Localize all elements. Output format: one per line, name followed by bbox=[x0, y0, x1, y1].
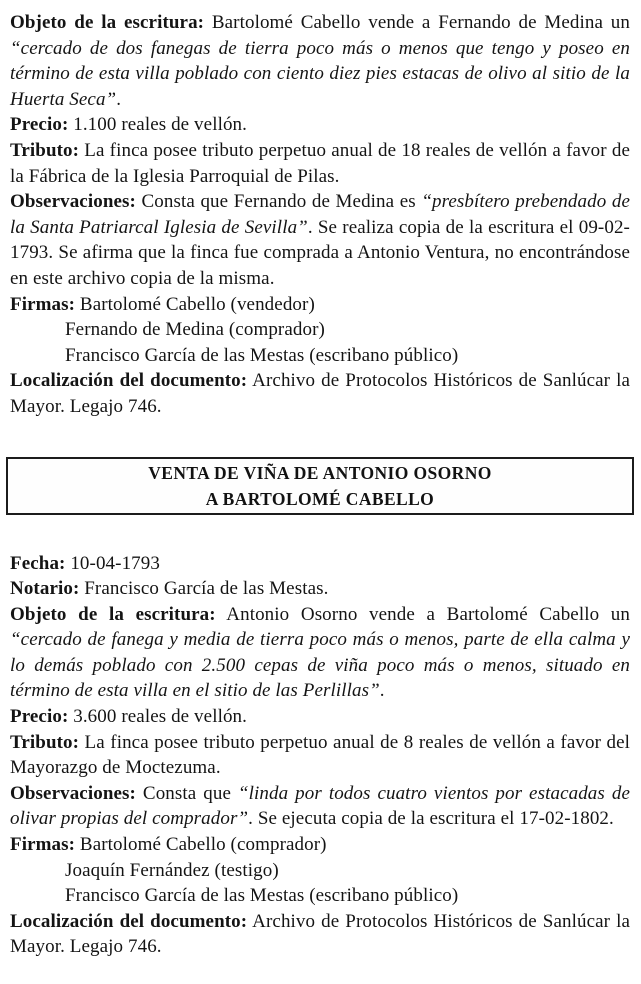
field-text: . Se ejecuta copia de la escritura el 17-02-1802. bbox=[248, 808, 614, 830]
field-tributo bbox=[10, 138, 630, 189]
field-localizacion bbox=[10, 368, 630, 419]
signature-buyer: Bartolomé Cabello (comprador) bbox=[75, 834, 327, 856]
field-label: Observaciones: bbox=[10, 191, 136, 213]
entry-osorno-to-cabello bbox=[10, 551, 630, 961]
field-text: . Se realiza copia de la escritura el 09-02-1793. Se afirma que la finca fue comprada a Antonio Ventura, no encontrándose en este archivo copia de la misma. bbox=[10, 216, 630, 289]
field-label: Tributo: bbox=[10, 139, 80, 161]
field-observaciones bbox=[10, 189, 630, 291]
field-label: Firmas: bbox=[10, 834, 76, 856]
field-localizacion bbox=[10, 909, 630, 960]
signature-notary bbox=[10, 343, 630, 369]
field-objeto-escritura bbox=[10, 10, 630, 112]
quoted-deed-text: “linda por todos cuatro vientos por estacadas de olivar propias del comprador” bbox=[10, 782, 630, 830]
signature-notary bbox=[10, 883, 630, 909]
field-text: Antonio Osorno vende a Bartolomé Cabello un bbox=[215, 603, 631, 625]
field-label: Objeto de la escritura: bbox=[10, 12, 205, 33]
section-title-line-1: VENTA DE VIÑA DE ANTONIO OSORNO bbox=[148, 462, 492, 483]
entry-cabello-to-medina bbox=[10, 10, 630, 420]
field-text: . bbox=[379, 680, 385, 702]
signature-text: Francisco García de las Mestas (escribano público) bbox=[65, 885, 459, 907]
field-text: Archivo de Protocolos Históricos de Sanlúcar la Mayor. Legajo 746. bbox=[10, 370, 630, 417]
field-text: Bartolomé Cabello vende a Fernando de Medina un bbox=[204, 12, 630, 33]
field-label: Localización del documento: bbox=[10, 370, 248, 392]
field-text: 3.600 reales de vellón. bbox=[68, 706, 247, 728]
field-firmas bbox=[10, 832, 630, 858]
section-title-box bbox=[6, 457, 634, 515]
field-observaciones bbox=[10, 781, 630, 832]
field-text: Consta que Fernando de Medina es bbox=[135, 191, 422, 213]
signature-text: Fernando de Medina (comprador) bbox=[65, 319, 325, 341]
field-text: Consta que bbox=[135, 782, 238, 804]
field-objeto-escritura bbox=[10, 602, 630, 704]
field-label: Localización del documento: bbox=[10, 910, 248, 932]
field-label: Precio: bbox=[10, 706, 69, 728]
signature-text: Francisco García de las Mestas (escribano público) bbox=[65, 344, 459, 366]
section-title-line-2: A BARTOLOMÉ CABELLO bbox=[205, 488, 435, 509]
quoted-deed-text: “presbítero prebendado de la Santa Patriarcal Iglesia de Sevilla” bbox=[10, 191, 630, 238]
quoted-deed-text: “cercado de dos fanegas de tierra poco más o menos que tengo y poseo en término de esta villa poblado con ciento diez pies estacas de olivo al sitio de la Huerta Seca” bbox=[10, 37, 630, 110]
field-precio bbox=[10, 704, 630, 730]
field-text: La finca posee tributo perpetuo anual de 18 reales de vellón a favor de la Fábrica de la Iglesia Parroquial de Pilas. bbox=[10, 139, 630, 187]
field-text: Francisco García de las Mestas. bbox=[79, 578, 329, 600]
quoted-deed-text: “cercado de fanega y media de tierra poco más o menos, parte de ella calma y lo demás poblado con 2.500 cepas de viña poco más o menos, situado en término de esta villa en el sitio de las Perlillas” bbox=[10, 629, 630, 702]
field-fecha bbox=[10, 551, 630, 577]
field-label: Observaciones: bbox=[10, 782, 136, 804]
field-label: Notario: bbox=[10, 578, 80, 600]
signature-witness bbox=[10, 858, 630, 884]
field-precio bbox=[10, 112, 630, 138]
field-label: Tributo: bbox=[10, 731, 80, 753]
field-text: 10-04-1793 bbox=[65, 552, 160, 574]
field-text: 1.100 reales de vellón. bbox=[68, 114, 247, 136]
field-text: Archivo de Protocolos Históricos de Sanlúcar la Mayor. Legajo 746. bbox=[10, 910, 630, 958]
field-label: Firmas: bbox=[10, 293, 76, 315]
field-label: Objeto de la escritura: bbox=[10, 603, 216, 625]
signature-text: Joaquín Fernández (testigo) bbox=[65, 859, 279, 881]
field-tributo bbox=[10, 730, 630, 781]
field-label: Precio: bbox=[10, 114, 69, 136]
field-firmas bbox=[10, 292, 630, 318]
field-label: Fecha: bbox=[10, 552, 66, 574]
signature-buyer bbox=[10, 317, 630, 343]
field-text: . bbox=[116, 88, 122, 110]
field-notario bbox=[10, 576, 630, 602]
signature-seller: Bartolomé Cabello (vendedor) bbox=[75, 293, 315, 315]
field-text: La finca posee tributo perpetuo anual de 8 reales de vellón a favor del Mayorazgo de Moctezuma. bbox=[10, 731, 630, 779]
